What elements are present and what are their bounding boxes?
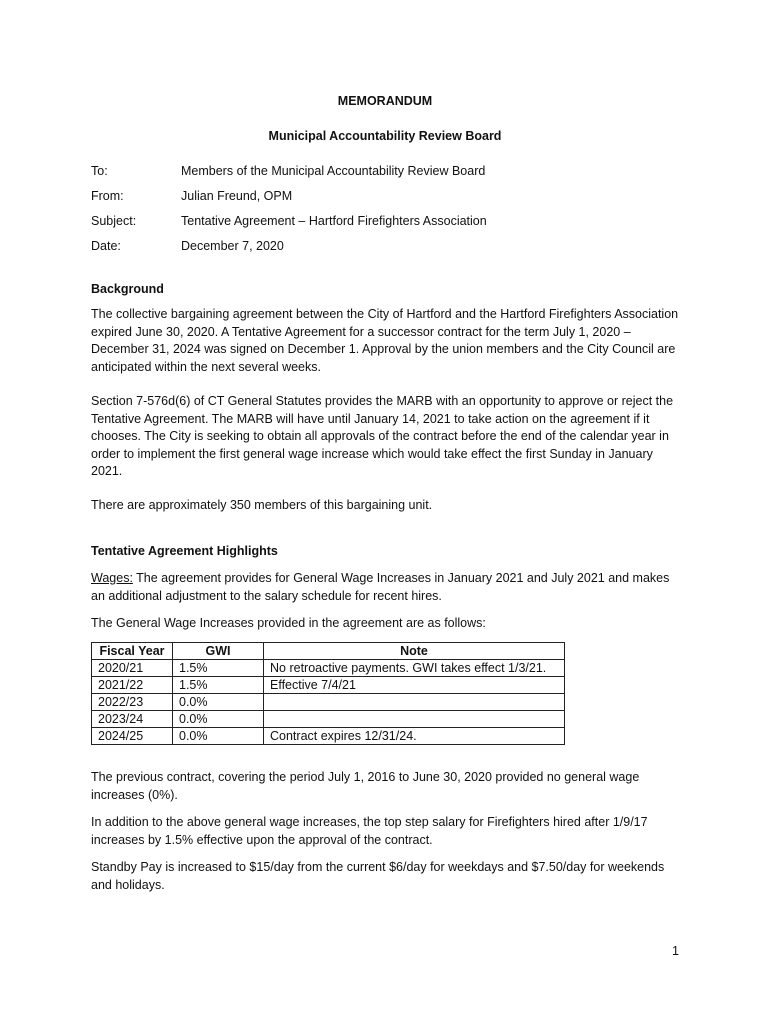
memo-subtitle: Municipal Accountability Review Board	[268, 129, 502, 143]
from-label: From:	[91, 189, 124, 203]
background-paragraph-2: Section 7-576d(6) of CT General Statutes provides the MARB with an opportunity to approve or reject the Tentative Agreement. The MARB will have until January 14, 2021 to take action on the agreement if it chooses. The City is seeking to obtain all approvals of the contract before the end of the calendar year in order to implement the first general wage increase which would take effect the first Sunday in January 2021.	[91, 394, 674, 479]
table-row	[92, 660, 565, 677]
cell-fiscal-year: 2022/23	[92, 694, 173, 711]
table-row	[92, 677, 565, 694]
page-number: 1	[672, 944, 679, 958]
addition-paragraph: In addition to the above general wage increases, the top step salary for Firefighters hired after 1/9/17 increases by 1.5% effective upon the approval of the contract.	[91, 815, 648, 847]
wages-label: Wages:	[91, 571, 133, 585]
background-paragraph-3: There are approximately 350 members of this bargaining unit.	[91, 498, 433, 512]
header-note: Note	[264, 643, 565, 660]
date-label: Date:	[91, 239, 121, 253]
wages-paragraph	[91, 570, 681, 605]
cell-gwi: 0.0%	[173, 694, 264, 711]
gwi-intro: The General Wage Increases provided in the agreement are as follows:	[91, 616, 486, 630]
table-row	[92, 711, 565, 728]
background-paragraph-1: The collective bargaining agreement between the City of Hartford and the Hartford Firefighters Association expired June 30, 2020. A Tentative Agreement for a successor contract for the term July 1, 2020 – December 31, 2024 was signed on December 1. Approval by the union members and the City Council are anticipated within the next several weeks.	[91, 307, 679, 374]
header-fiscal-year: Fiscal Year	[92, 643, 173, 660]
standby-pay-paragraph: Standby Pay is increased to $15/day from the current $6/day for weekdays and $7.50/day for weekends and holidays.	[91, 860, 665, 892]
table-row	[92, 728, 565, 745]
cell-gwi: 0.0%	[173, 728, 264, 745]
cell-note: Effective 7/4/21	[264, 677, 565, 694]
cell-gwi: 0.0%	[173, 711, 264, 728]
gwi-table	[91, 642, 565, 745]
cell-note: No retroactive payments. GWI takes effect 1/3/21.	[264, 660, 565, 677]
cell-note	[264, 694, 565, 711]
highlights-heading: Tentative Agreement Highlights	[91, 544, 278, 558]
background-heading: Background	[91, 282, 164, 296]
cell-note	[264, 711, 565, 728]
from-value: Julian Freund, OPM	[181, 189, 293, 203]
cell-note: Contract expires 12/31/24.	[264, 728, 565, 745]
table-row	[92, 694, 565, 711]
table-header-row	[92, 643, 565, 660]
wages-text: The agreement provides for General Wage Increases in January 2021 and July 2021 and makes an additional adjustment to the salary schedule for recent hires.	[91, 571, 670, 603]
cell-fiscal-year: 2023/24	[92, 711, 173, 728]
cell-fiscal-year: 2020/21	[92, 660, 173, 677]
to-label: To:	[91, 164, 108, 178]
memo-title: MEMORANDUM	[337, 94, 433, 108]
to-value: Members of the Municipal Accountability Review Board	[181, 164, 486, 178]
cell-fiscal-year: 2024/25	[92, 728, 173, 745]
date-value: December 7, 2020	[181, 239, 284, 253]
cell-gwi: 1.5%	[173, 677, 264, 694]
previous-contract-paragraph: The previous contract, covering the period July 1, 2016 to June 30, 2020 provided no general wage increases (0%).	[91, 770, 640, 802]
cell-fiscal-year: 2021/22	[92, 677, 173, 694]
header-gwi: GWI	[173, 643, 264, 660]
cell-gwi: 1.5%	[173, 660, 264, 677]
subject-value: Tentative Agreement – Hartford Firefighters Association	[181, 214, 487, 228]
subject-label: Subject:	[91, 214, 137, 228]
